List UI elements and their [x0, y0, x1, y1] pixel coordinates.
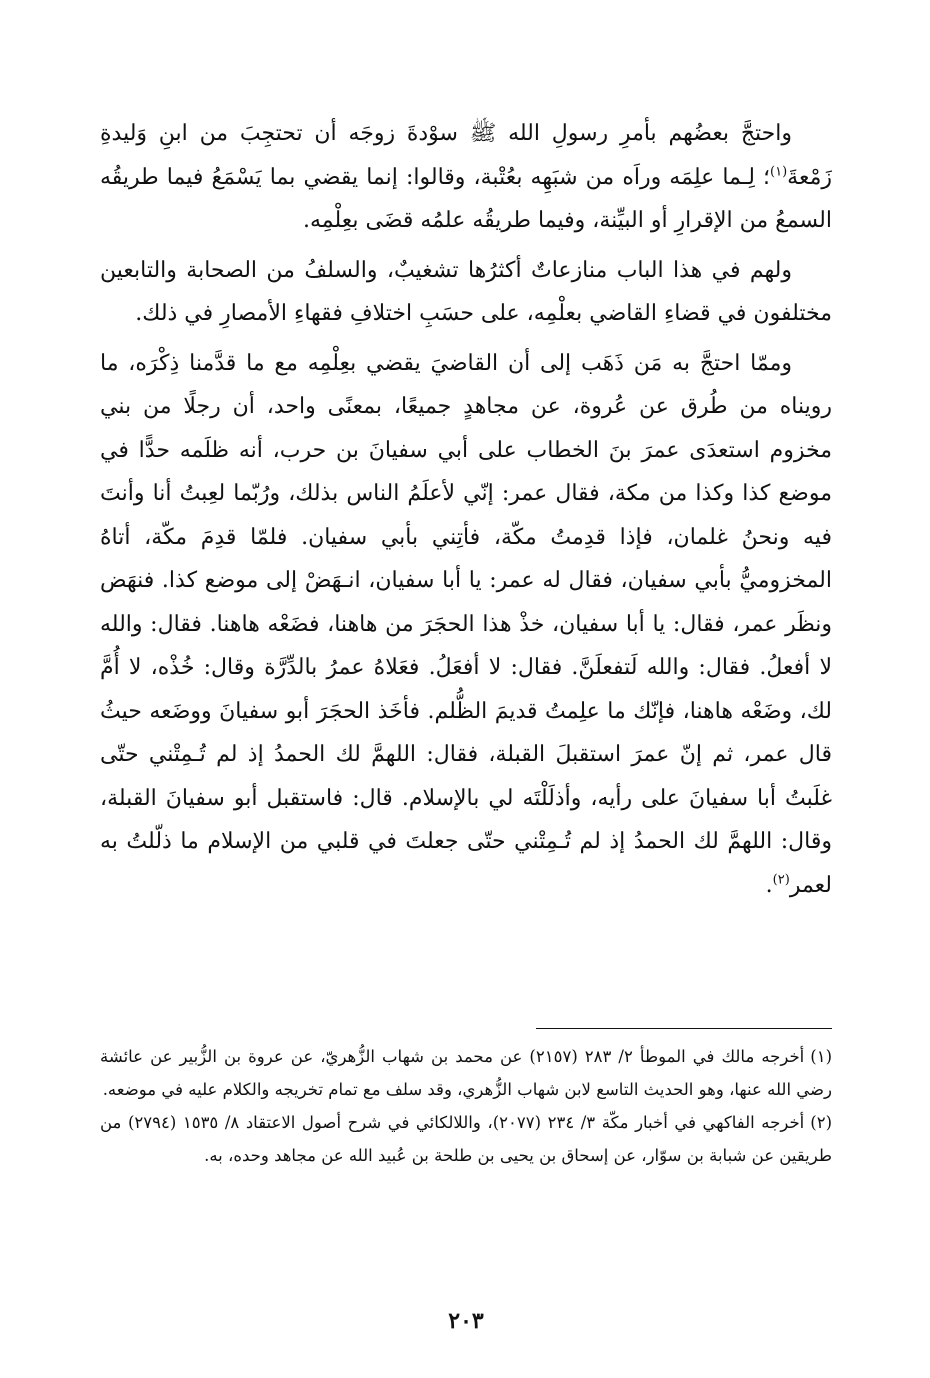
footnote-ref-1[interactable]: (١): [770, 164, 788, 180]
paragraph-2: ولهم في هذا الباب منازعاتٌ أكثرُها تشغيبٌ، والسلفُ من الصحابة والتابعين مختلفون في قضاءِ القاضي بعلْمِه، على حسَبِ اختلافِ فقهاءِ الأمصارِ في ذلك.: [100, 257, 832, 326]
footnotes: [100, 1040, 832, 1172]
footnote-1-number: (١): [810, 1047, 833, 1066]
page-number: ٢٠٣: [448, 1308, 484, 1334]
paragraph-1-text-a: واحتجَّ بعضُهم بأمرِ رسولِ الله ﷺ سوْدةَ زوجَه أن تحتجِبَ من ابنِ وَليدةِ زَمْعةَ: [100, 121, 832, 190]
footnote-1-text: أخرجه مالك في الموطأ ٢/ ٢٨٣ (٢١٥٧) عن محمد بن شهاب الزُّهريّ، عن عروة بن الزُّبير عن عائشة رضي الله عنها، وهو الحديث التاسع لابن شهاب الزُّهري، وقد سلف مع تمام تخريجه والكلام عليه في موضعه.: [100, 1047, 832, 1099]
footnote-separator: [536, 1028, 832, 1029]
paragraph-1-text-b: ؛ لِـما علِمَه وراَه من شبَهِه بعُتْبة، وقالوا: إنما يقضي بما يَسْمَعُ فيما طريقُه السمعُ من الإقرارِ أو البيِّنة، وفيما طريقُه علمُه قضَى بعِلْمِه.: [100, 164, 832, 233]
footnote-2: [100, 1106, 832, 1172]
footnote-1: [100, 1040, 832, 1106]
footnote-2-number: (٢): [810, 1113, 832, 1132]
paragraph-3: [100, 342, 832, 908]
footnote-ref-2[interactable]: (٢): [772, 872, 790, 888]
main-text: [100, 112, 832, 907]
footnote-2-text: أخرجه الفاكهي في أخبار مكّة ٣/ ٢٣٤ (٢٠٧٧)، واللالكائي في شرح أصول الاعتقاد ٨/ ١٥٣٥ (٢٧٩٤) من طريقين عن شبابة بن سوّار، عن إسحاق بن يحيى بن طلحة بن عُبيد الله عن مجاهد وحده، به.: [100, 1113, 832, 1165]
book-page: [100, 112, 832, 1352]
paragraph-3-text: وممّا احتجَّ به مَن ذَهَب إلى أن القاضيَ يقضي بعِلْمِه مع ما قدَّمنا ذِكْرَه، ما رويناه من طُرق عن عُروة، عن مجاهدٍ جميعًا، بمعنًى واحد، أن رجلًا من بني مخزوم استعدَى عمرَ بنَ الخطاب على أبي سفيانَ بن حرب، أنه ظلَمه حدًّا في موضع كذا وكذا من مكة، فقال عمر: إنّي لأعلَمُ الناس بذلك، ورُبّما لعِبتُ أنا وأنتَ فيه ونحنُ غلمان، فإذا قدِمتُ مكّة، فأتِني بأبي سفيان. فلمّا قدِمَ مكّة، أتاهُ المخزوميُّ بأبي سفيان، فقال له عمر: يا أبا سفيان، انـهَضْ إلى موضع كذا. فنهَض ونظَر عمر، فقال: يا أبا سفيان، خذْ هذا الحجَرَ من هاهنا، فضَعْه هاهنا. فقال: والله لا أفعلُ. فقال: والله لَتفعلَنَّ. فقال: لا أفعَلُ. فعَلاهُ عمرُ بالدِّرَّة وقال: خُذْه، لا أُمَّ لك، وضَعْه هاهنا، فإنّك ما علِمتُ قديمَ الظُّلم. فأخَذ الحجَرَ أبو سفيانَ ووضَعه حيثُ قال عمر، ثم إنّ عمرَ استقبلَ القبلة، فقال: اللهمَّ لك الحمدُ إذ لم تُـمِتْني حتّى غلَبتُ أبا سفيانَ على رأيه، وأذلَلْتَه لي بالإسلام. قال: فاستقبل أبو سفيانَ القبلة، وقال: اللهمَّ لك الحمدُ إذ لم تُـمِتْني حتّى جعلتَ في قلبي من الإسلام ما ذلّلتُ به لعمر: [100, 350, 832, 898]
paragraph-3-end: .: [765, 872, 773, 898]
paragraph-1: [100, 112, 832, 243]
